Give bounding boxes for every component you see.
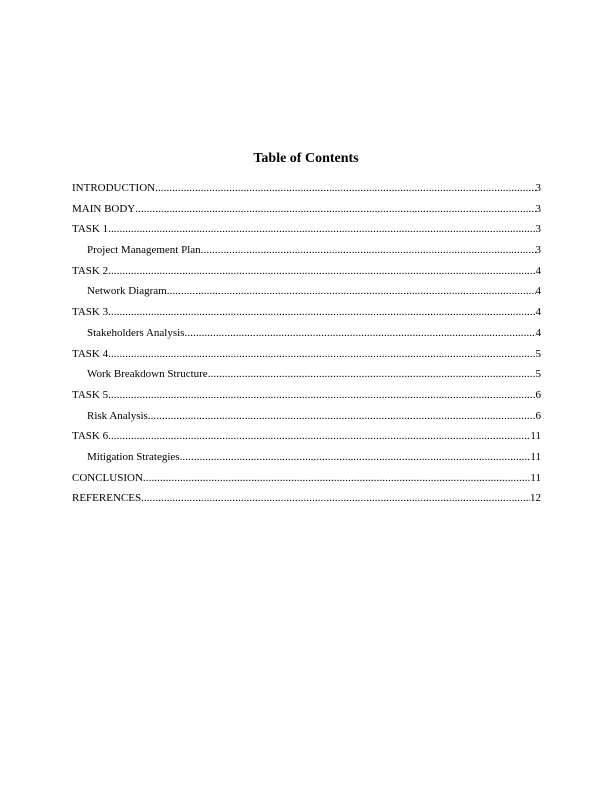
dot-leader	[108, 305, 535, 319]
toc-list	[72, 181, 541, 512]
toc-entry-label: CONCLUSION	[72, 471, 143, 484]
toc-title: Table of Contents	[253, 151, 359, 166]
toc-entry-label: MAIN BODY	[72, 202, 136, 215]
toc-entry-main-body[interactable]	[72, 202, 541, 223]
toc-entry-label: Risk Analysis	[87, 409, 148, 422]
toc-entry-page: 4	[535, 306, 541, 319]
toc-entry-stakeholders-analysis[interactable]	[72, 326, 541, 347]
toc-entry-page: 3	[535, 182, 541, 194]
toc-entry-conclusion[interactable]	[72, 471, 541, 492]
toc-entry-task-6[interactable]	[72, 429, 541, 450]
toc-entry-label: Work Breakdown Structure	[87, 368, 208, 381]
dot-leader	[208, 367, 536, 381]
toc-entry-task-4[interactable]	[72, 347, 541, 368]
dot-leader	[108, 347, 535, 361]
toc-entry-page: 11	[530, 430, 541, 443]
dot-leader	[141, 491, 530, 505]
toc-entry-page: 3	[535, 202, 541, 215]
toc-entry-task-2[interactable]	[72, 264, 541, 285]
toc-entry-mitigation-strategies[interactable]	[72, 450, 541, 471]
toc-entry-risk-analysis[interactable]	[72, 409, 541, 430]
dot-leader	[108, 429, 530, 443]
toc-entry-page: 11	[530, 450, 541, 463]
toc-entry-label: TASK 6	[72, 430, 109, 443]
toc-entry-label: TASK 5	[72, 388, 109, 401]
toc-entry-label: TASK 4	[72, 347, 109, 360]
toc-entry-page: 6	[535, 409, 541, 422]
toc-entry-label: REFERENCES	[72, 492, 142, 505]
toc-entry-page: 3	[535, 223, 541, 236]
dot-leader	[135, 202, 535, 216]
toc-entry-label: Stakeholders Analysis	[87, 326, 185, 339]
toc-entry-page: 5	[535, 347, 541, 360]
toc-entry-label: INTRODUCTION	[72, 182, 156, 194]
dot-leader	[201, 243, 536, 257]
toc-entry-references[interactable]	[72, 491, 541, 512]
dot-leader	[108, 222, 535, 236]
toc-entry-label: Mitigation Strategies	[87, 450, 180, 463]
dot-leader	[184, 326, 535, 340]
toc-entry-page: 4	[535, 326, 541, 339]
dot-leader	[108, 388, 535, 402]
toc-entry-page: 6	[535, 388, 541, 401]
toc-entry-page: 4	[535, 264, 541, 277]
dot-leader	[143, 471, 531, 485]
toc-entry-label: TASK 2	[72, 264, 109, 277]
toc-entry-page: 3	[535, 244, 541, 257]
toc-entry-page: 5	[535, 368, 541, 381]
toc-entry-label: TASK 3	[72, 306, 109, 319]
toc-entry-project-management-plan[interactable]	[72, 243, 541, 264]
toc-entry-page: 4	[535, 285, 541, 298]
dot-leader	[167, 284, 536, 298]
toc-entry-page: 11	[530, 471, 541, 484]
toc-entry-label: Project Management Plan	[87, 244, 201, 257]
toc-entry-label: Network Diagram	[87, 285, 167, 298]
toc-entry-task-1[interactable]	[72, 222, 541, 243]
toc-entry-network-diagram[interactable]	[72, 284, 541, 305]
dot-leader	[148, 409, 536, 423]
toc-entry-label: TASK 1	[72, 223, 109, 236]
dot-leader	[155, 181, 535, 195]
toc-entry-work-breakdown-structure[interactable]	[72, 367, 541, 388]
toc-entry-task-5[interactable]	[72, 388, 541, 409]
toc-entry-task-3[interactable]	[72, 305, 541, 326]
dot-leader	[108, 264, 535, 278]
dot-leader	[180, 450, 531, 464]
toc-entry-page: 12	[530, 492, 541, 505]
toc-entry-introduction[interactable]	[72, 181, 541, 202]
